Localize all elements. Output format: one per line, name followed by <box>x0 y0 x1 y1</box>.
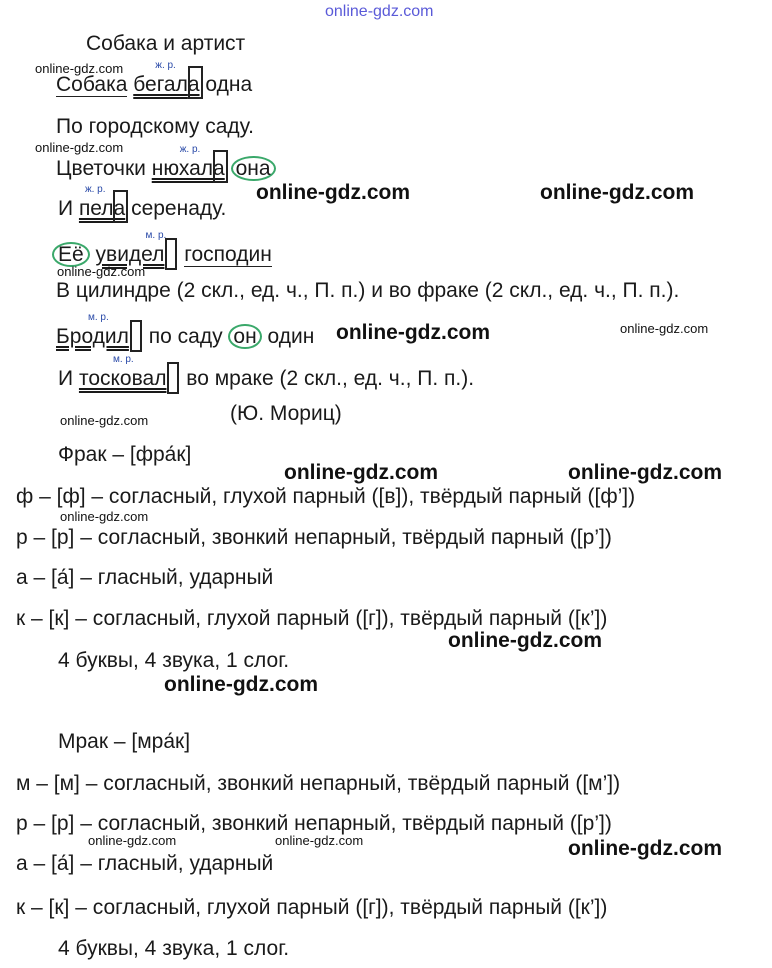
line-text: И <box>58 367 79 390</box>
predicate-word: ж. р. пела <box>79 198 125 219</box>
watermark: online-gdz.com <box>568 461 722 484</box>
subject-word: господин <box>184 243 272 266</box>
poem-line-8 <box>58 354 475 394</box>
gender-mark: м. р. <box>88 312 109 323</box>
subject-pronoun-circled: он <box>228 324 261 349</box>
watermark: online-gdz.com <box>284 461 438 484</box>
line-text: во мраке (2 скл., ед. ч., П. п.). <box>180 367 475 390</box>
poem-line-6: В цилиндре (2 скл., ед. ч., П. п.) и во фраке (2 скл., ед. ч., П. п.). <box>56 279 680 302</box>
line-text: серенаду. <box>125 197 227 220</box>
subject-pronoun-circled: она <box>231 156 276 181</box>
frak-heading: Фрак – [фра́к] <box>58 443 192 466</box>
watermark: online-gdz.com <box>57 264 146 279</box>
predicate-word: ж. р. бегала <box>133 74 199 95</box>
zero-ending-box <box>165 238 177 270</box>
line-text: по саду <box>142 325 229 348</box>
zero-ending-box <box>130 320 142 352</box>
line-text: Цветочки <box>56 157 152 180</box>
frak-row-3: а – [а́] – гласный, ударный <box>16 566 274 589</box>
watermark-top: online-gdz.com <box>325 3 434 20</box>
mrak-row-1: м – [м] – согласный, звонкий непарный, твёрдый парный ([м’]) <box>16 772 621 795</box>
gender-mark: м. р. <box>145 230 167 241</box>
frak-summary: 4 буквы, 4 звука, 1 слог. <box>58 649 290 672</box>
predicate-word: м. р. увидел <box>95 230 167 266</box>
watermark: online-gdz.com <box>568 837 722 860</box>
watermark: online-gdz.com <box>275 833 364 848</box>
mrak-summary: 4 буквы, 4 звука, 1 слог. <box>58 937 290 960</box>
ending-box: а <box>114 198 126 219</box>
gender-mark: ж. р. <box>179 144 201 155</box>
mrak-row-4: к – [к] – согласный, глухой парный ([г]), твёрдый парный ([к’]) <box>16 896 608 919</box>
poem-line-2: По городскому саду. <box>56 115 254 138</box>
watermark: online-gdz.com <box>35 140 124 155</box>
subject-word: Собака <box>56 73 128 96</box>
gender-mark: ж. р. <box>155 60 176 71</box>
poem-line-7 <box>56 312 315 352</box>
watermark: online-gdz.com <box>35 61 124 76</box>
poem-author: (Ю. Мориц) <box>230 402 342 425</box>
mrak-row-2: р – [р] – согласный, звонкий непарный, твёрдый парный ([р’]) <box>16 812 612 835</box>
object-pronoun-circled: Её <box>52 242 90 267</box>
watermark: online-gdz.com <box>540 181 694 204</box>
watermark: online-gdz.com <box>336 321 490 344</box>
frak-row-1: ф – [ф] – согласный, глухой парный ([в]), твёрдый парный ([ф’]) <box>16 485 636 508</box>
watermark: online-gdz.com <box>620 321 709 336</box>
line-text: один <box>261 325 315 348</box>
predicate-word: м. р. Бродил <box>56 312 129 348</box>
frak-row-4: к – [к] – согласный, глухой парный ([г]), твёрдый парный ([к’]) <box>16 607 608 630</box>
gender-mark: м. р. <box>112 354 134 365</box>
line-text: И <box>58 197 79 220</box>
mrak-heading: Мрак – [мра́к] <box>58 730 191 753</box>
line-text: одна <box>199 73 253 96</box>
watermark: online-gdz.com <box>60 413 149 428</box>
watermark: online-gdz.com <box>88 833 177 848</box>
gender-mark: ж. р. <box>84 184 106 195</box>
predicate-word: м. р. тосковал <box>78 354 167 390</box>
watermark: online-gdz.com <box>448 629 602 652</box>
watermark: online-gdz.com <box>60 509 149 524</box>
poem-title: Собака и артист <box>86 32 246 55</box>
zero-ending-box <box>167 362 179 394</box>
watermark: online-gdz.com <box>256 181 410 204</box>
predicate-word: ж. р. нюхала <box>152 158 225 179</box>
mrak-row-3: а – [а́] – гласный, ударный <box>16 852 274 875</box>
ending-box: а <box>213 158 225 179</box>
frak-row-2: р – [р] – согласный, звонкий непарный, твёрдый парный ([р’]) <box>16 526 612 549</box>
ending-box: а <box>188 74 200 95</box>
watermark: online-gdz.com <box>164 673 318 696</box>
poem-line-4 <box>58 184 227 220</box>
